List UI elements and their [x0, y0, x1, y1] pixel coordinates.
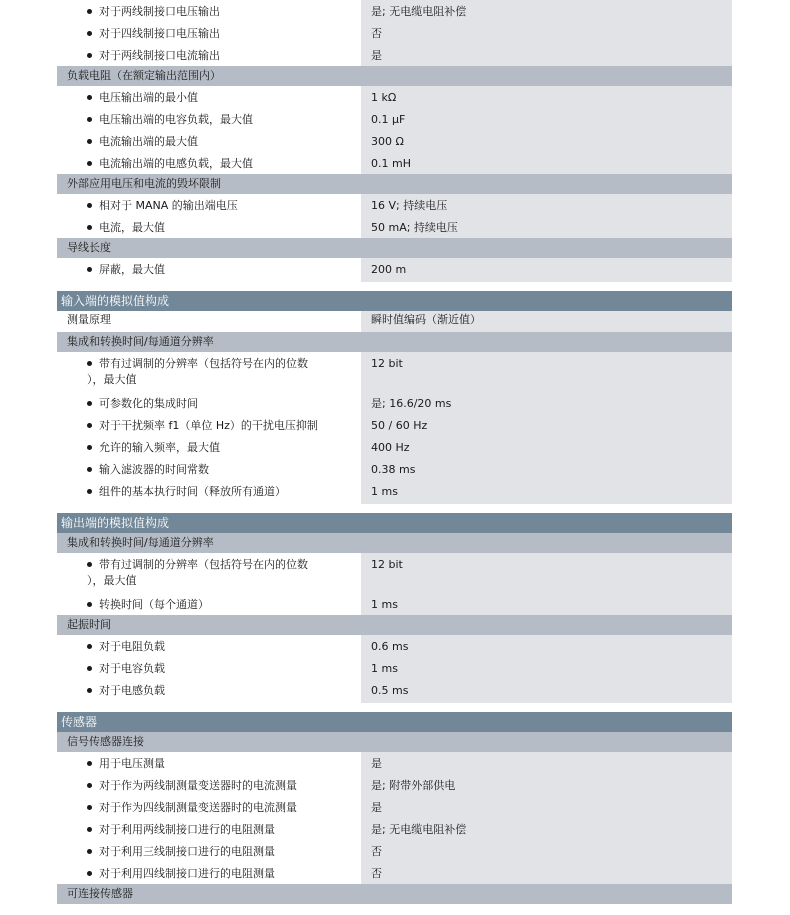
spec-label: 用于电压测量	[57, 752, 361, 774]
group-label: 集成和转换时间/每通道分辨率	[67, 335, 214, 348]
spec-label: 电流输出端的电感负载，最大值	[57, 152, 361, 174]
spec-value: 是; 无电缆电阻补偿	[361, 818, 732, 840]
spec-value: 16 V; 持续电压	[361, 194, 732, 216]
spec-label: 对于利用三线制接口进行的电阻测量	[57, 840, 361, 862]
group-label: 导线长度	[67, 241, 111, 254]
group-header	[57, 533, 732, 553]
group-header	[57, 615, 732, 635]
spec-row	[57, 862, 732, 884]
spec-label: 测量原理	[57, 311, 361, 332]
group-label: 可连接传感器	[67, 887, 133, 900]
spec-row	[57, 480, 732, 504]
group-label: 外部应用电压和电流的毁坏限制	[67, 177, 221, 190]
spec-row	[57, 414, 732, 436]
spec-row	[57, 130, 732, 152]
spec-label: 允许的输入频率，最大值	[57, 436, 361, 458]
spec-label: 对于电容负载	[57, 657, 361, 679]
spacer	[57, 504, 732, 513]
spacer	[57, 703, 732, 712]
group-label: 负载电阻（在额定输出范围内）	[67, 69, 221, 82]
spec-row	[57, 635, 732, 657]
spec-value: 50 mA; 持续电压	[361, 216, 732, 238]
spec-value: 0.5 ms	[361, 679, 732, 703]
spec-row	[57, 679, 732, 703]
spacer	[57, 282, 732, 291]
spec-label-line2: ），最大值	[87, 373, 137, 386]
section-title: 输入端的模拟值构成	[61, 294, 170, 308]
spec-value: 200 m	[361, 258, 732, 282]
spec-label: 对于作为四线制测量变送器时的电流测量	[57, 796, 361, 818]
spec-label: 对于利用两线制接口进行的电阻测量	[57, 818, 361, 840]
spec-value: 是	[361, 44, 732, 66]
spec-row	[57, 593, 732, 615]
spec-label: 可参数化的集成时间	[57, 392, 361, 414]
spec-value: 50 / 60 Hz	[361, 414, 732, 436]
spec-value: 400 Hz	[361, 436, 732, 458]
spec-value: 12 bit	[361, 352, 732, 392]
spec-row	[57, 458, 732, 480]
spec-value: 是; 附带外部供电	[361, 774, 732, 796]
spec-label: 电流输出端的最大值	[57, 130, 361, 152]
spec-value: 0.6 ms	[361, 635, 732, 657]
spec-row	[57, 22, 732, 44]
spec-row	[57, 0, 732, 22]
spec-row	[57, 194, 732, 216]
group-label: 信号传感器连接	[67, 735, 144, 748]
spec-row	[57, 216, 732, 238]
group-header	[57, 238, 732, 258]
group-header	[57, 332, 732, 352]
spec-value: 瞬时值编码（渐近值）	[361, 311, 732, 332]
spec-label	[57, 553, 361, 593]
spec-value: 是	[361, 796, 732, 818]
spec-label: 对于电感负载	[57, 679, 361, 703]
spec-label: 电压输出端的电容负载，最大值	[57, 108, 361, 130]
spec-label: 转换时间（每个通道）	[57, 593, 361, 615]
spec-row	[57, 352, 732, 392]
spec-label: 对于作为两线制测量变送器时的电流测量	[57, 774, 361, 796]
spec-value: 是	[361, 752, 732, 774]
spec-table	[57, 0, 732, 904]
section-title: 输出端的模拟值构成	[61, 516, 170, 530]
spec-row	[57, 553, 732, 593]
spec-label: 对于干扰频率 f1（单位 Hz）的干扰电压抑制	[57, 414, 361, 436]
spec-value: 0.38 ms	[361, 458, 732, 480]
spec-row	[57, 152, 732, 174]
spec-label: 屏蔽，最大值	[57, 258, 361, 282]
spec-row	[57, 752, 732, 774]
spec-label: 对于两线制接口电流输出	[57, 44, 361, 66]
spec-value: 是; 无电缆电阻补偿	[361, 0, 732, 22]
group-label: 起振时间	[67, 618, 111, 631]
group-header	[57, 66, 732, 86]
spec-label: 组件的基本执行时间（释放所有通道）	[57, 480, 361, 504]
spec-row	[57, 311, 732, 332]
spec-row	[57, 818, 732, 840]
spec-value: 是; 16.6/20 ms	[361, 392, 732, 414]
spec-value: 1 ms	[361, 593, 732, 615]
spec-label: 电流，最大值	[57, 216, 361, 238]
section-title: 传感器	[61, 715, 98, 729]
spec-row	[57, 436, 732, 458]
spec-label: 相对于 MANA 的输出端电压	[57, 194, 361, 216]
section-header	[57, 712, 732, 732]
group-label: 集成和转换时间/每通道分辨率	[67, 536, 214, 549]
group-header	[57, 732, 732, 752]
spec-row	[57, 392, 732, 414]
spec-row	[57, 774, 732, 796]
spec-row	[57, 657, 732, 679]
spec-label: 对于电阻负载	[57, 635, 361, 657]
spec-value: 否	[361, 862, 732, 884]
spec-label-line2: ），最大值	[87, 574, 137, 587]
spec-label	[57, 352, 361, 392]
spec-row	[57, 44, 732, 66]
spec-value: 否	[361, 22, 732, 44]
spec-row	[57, 840, 732, 862]
group-header	[57, 884, 732, 904]
spec-label: 对于两线制接口电压输出	[57, 0, 361, 22]
spec-value: 1 kΩ	[361, 86, 732, 108]
section-header	[57, 513, 732, 533]
spec-label: 对于四线制接口电压输出	[57, 22, 361, 44]
group-header	[57, 174, 732, 194]
spec-label: 输入滤波器的时间常数	[57, 458, 361, 480]
spec-row	[57, 796, 732, 818]
section-header	[57, 291, 732, 311]
spec-value: 0.1 μF	[361, 108, 732, 130]
spec-value: 1 ms	[361, 657, 732, 679]
spec-value: 0.1 mH	[361, 152, 732, 174]
spec-value: 1 ms	[361, 480, 732, 504]
spec-label: 电压输出端的最小值	[57, 86, 361, 108]
spec-row	[57, 108, 732, 130]
spec-label: 对于利用四线制接口进行的电阻测量	[57, 862, 361, 884]
spec-label-line1: 带有过调制的分辨率（包括符号在内的位数	[99, 357, 308, 370]
spec-label-line1: 带有过调制的分辨率（包括符号在内的位数	[99, 558, 308, 571]
spec-value: 12 bit	[361, 553, 732, 593]
spec-row	[57, 258, 732, 282]
spec-value: 否	[361, 840, 732, 862]
spec-value: 300 Ω	[361, 130, 732, 152]
spec-row	[57, 86, 732, 108]
